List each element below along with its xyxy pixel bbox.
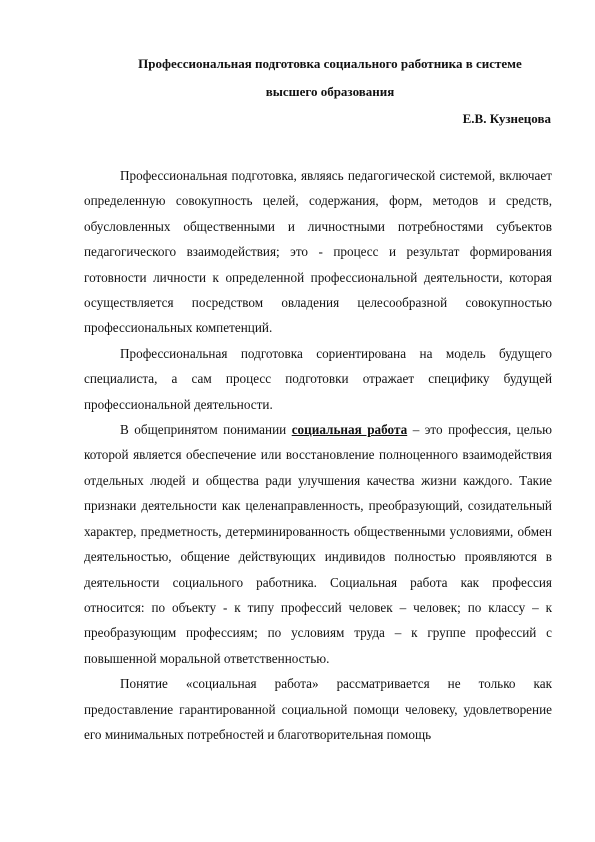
paragraph-3-rest: – это профессия, целью которой является обеспечение или восстановление полноценного взаимодействия отдельных людей и общества ради улучшения качества жизни каждого. Такие признаки деятельности как целенаправленность, преобразующий, созидательный характер, предметность, детерминированность общественными условиями, обмен деятельностью, общение действующих индивидов полностью проявляются в деятельности социального работника. Социальная работа как профессия относится: по объекту - к типу профессий человек – человек; по классу – к преобразующим профессиям; по условиям труда – к группе профессий с повышенной моральной ответственностью. bbox=[84, 422, 552, 666]
paragraph-2: Профессиональная подготовка сориентирована на модель будущего специалиста, а сам процесс подготовки отражает специфику будущей профессиональной деятельности. bbox=[84, 345, 552, 412]
author-name: Е.В. Кузнецова bbox=[462, 111, 551, 126]
title-line-1: Профессиональная подготовка социального работника в системе bbox=[138, 56, 522, 71]
title-line-2: высшего образования bbox=[265, 84, 395, 99]
paragraph-3-intro: В общепринятом понимании bbox=[120, 422, 292, 438]
paragraph-4: Понятие «социальная работа» рассматривается не только как предоставление гарантированной социальной помощи человеку, удовлетворение его минимальных потребностей и благотворительная помощь bbox=[84, 676, 552, 742]
term-social-work: социальная работа bbox=[291, 422, 408, 438]
paragraph-3 bbox=[84, 417, 552, 671]
document-body bbox=[84, 163, 552, 747]
paragraph-1: Профессиональная подготовка, являясь педагогической системой, включает определенную совокупность целей, содержания, форм, методов и средств, обусловленных общественными и личностными потребностями субъектов педагогического взаимодействия; это - процесс и результат формирования готовности личности к определенной профессиональной деятельности, которая осуществляется посредством овладения целесообразной совокупностью профессиональных компетенций. bbox=[84, 168, 552, 336]
